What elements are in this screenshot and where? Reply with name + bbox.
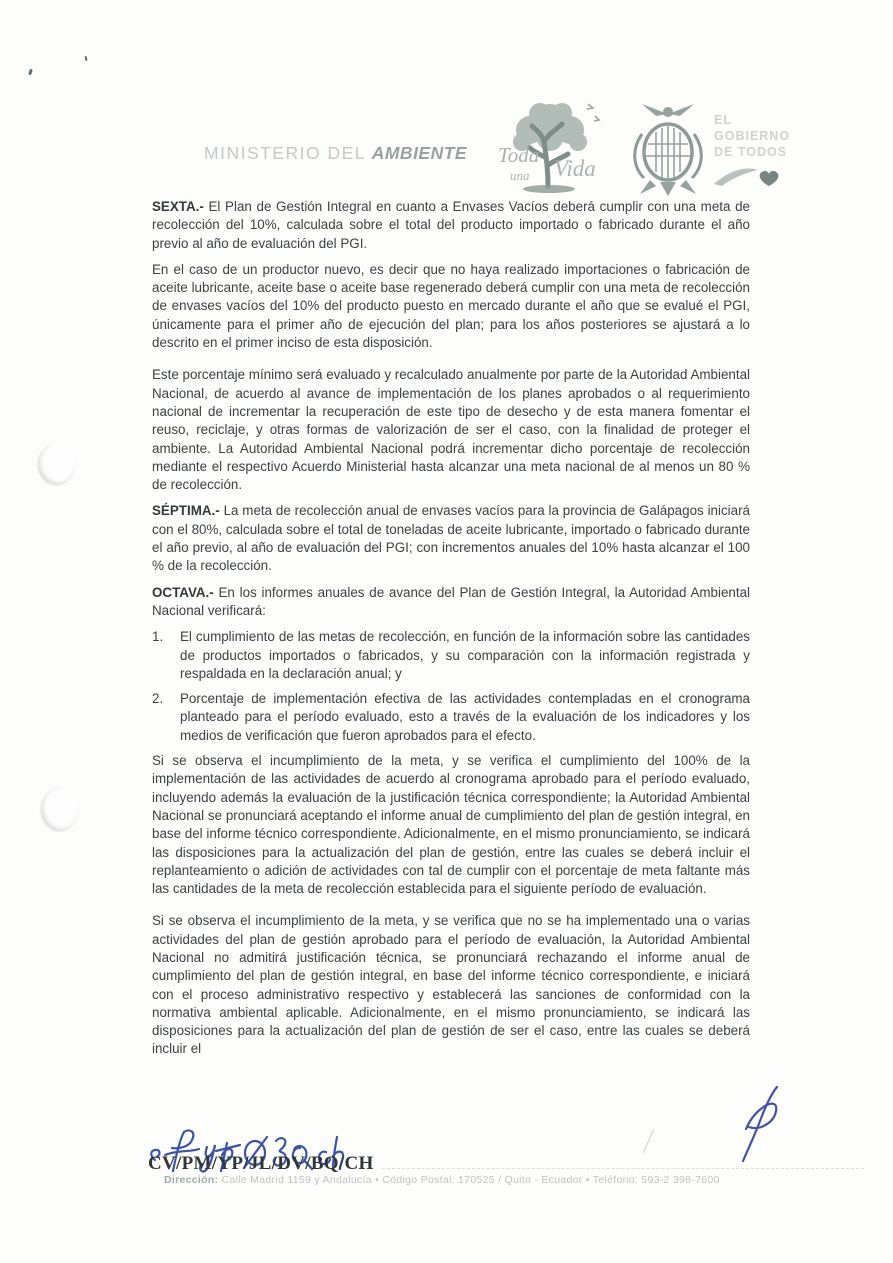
footer-address [164, 1174, 720, 1186]
ink-speck [85, 56, 88, 61]
list-item [152, 628, 750, 683]
list-item-number: 1. [152, 629, 164, 645]
ink-speck [28, 69, 33, 76]
hole-punch [38, 443, 76, 485]
paragraph-text: En los informes anuales de avance del Plan de Gestión Integral, la Autoridad Ambiental Nacional verificará: [152, 584, 750, 618]
coat-of-arms-icon [622, 100, 714, 200]
government-slogan-line: EL [714, 113, 732, 127]
footer-address-label: Dirección: [164, 1174, 219, 1186]
paragraph-incumplimiento-2 [152, 912, 750, 1058]
toda-una-vida-tree-logo [492, 96, 610, 203]
paragraph-text: La meta de recolección anual de envases vacíos para la provincia de Galápagos iniciará con el 80%, calculada sobre el total de toneladas de aceite lubricante, importado o fabricado durante el año previo, al año de evaluación del PGI; con incrementos anuales del 10% hasta alcanzar el 100 % de la recolección. [152, 503, 750, 574]
numbered-list [152, 628, 750, 745]
clause-label-septima: SÉPTIMA.- [152, 503, 220, 519]
government-slogan-line: GOBIERNO [714, 129, 791, 143]
tree-logo-word-una: una [510, 168, 530, 183]
paragraph-porcentaje-minimo [152, 366, 750, 494]
signature-mark [737, 1083, 789, 1170]
hole-punch [41, 787, 79, 831]
clause-label-octava: OCTAVA.- [152, 584, 214, 600]
ecuador-coat-of-arms [622, 100, 714, 205]
list-item-text: Porcentaje de implementación efectiva de las actividades contempladas en el cronograma planteado para el período evaluado, esto a través de la evaluación de los indicadores y los medios de verificación que fueron aprobados para el efecto. [180, 691, 750, 743]
government-slogan-line: DE TODOS [714, 145, 788, 159]
government-slogan [714, 112, 790, 160]
paragraph-septima [152, 502, 750, 575]
paragraph-productor-nuevo [152, 261, 750, 352]
paragraph-incumplimiento-1 [152, 752, 750, 898]
document-body [152, 198, 750, 1067]
heart-swoosh-icon [712, 158, 782, 199]
paragraph-text: El Plan de Gestión Integral en cuanto a Envases Vacíos deberá cumplir con una meta de recolección del 10%, calculada sobre el total del producto importado o fabricado durante el año previo al año de evaluación del PGI. [152, 199, 750, 251]
tree-icon [492, 96, 610, 198]
pen-flick-mark [643, 1129, 654, 1153]
list-item [152, 690, 750, 745]
clause-label-sexta: SEXTA.- [152, 199, 204, 214]
ministry-wordmark [204, 143, 467, 164]
tree-logo-word-toda: Toda [498, 143, 540, 167]
paragraph-sexta [152, 198, 750, 253]
paragraph-text: Si se observa el incumplimiento de la meta, y se verifica que no se ha implementado una o varias actividades del plan de gestión aprobado para el período de evaluación, la Autoridad Ambiental Nacional no admitirá justificación técnica, se pronunciará rechazando el informe anual de cumplimiento del plan de gestión integral, en base del informe técnico correspondiente, e iniciará con el proceso administrativo respectivo y establecerá las sanciones de conformidad con la normativa ambiental aplicable. Adicionalmente, en el mismo pronunciamiento, se indicará las disposiciones para la actualización del plan de gestión de ser el caso, entre las cuales se deberá incluir el [152, 913, 750, 1057]
footer-divider [382, 1168, 864, 1169]
ministry-wordmark-prefix: MINISTERIO DEL [204, 143, 366, 163]
paragraph-octava [152, 584, 750, 621]
footer-address-text: Calle Madrid 1159 y Andalucía • Código Postal: 170525 / Quito - Ecuador • Teléfono: 593-2 398-7600 [221, 1174, 720, 1186]
tree-logo-word-vida: Vida [554, 156, 596, 181]
paragraph-text: Si se observa el incumplimiento de la meta, y se verifica el cumplimiento del 100% de la implementación de las actividades de acuerdo al cronograma aprobado para el período evaluado, incluyendo además la evaluación de la justificación técnica correspondiente; la Autoridad Ambiental Nacional se pronunciará aceptando el informe anual de cumplimiento del plan de gestión integral, en base del informe técnico correspondiente. Adicionalmente, en el mismo pronunciamiento, se indicará las disposiciones para la actualización del plan de gestión, entre las cuales se deberá incluir el replanteamiento o adición de actividades con tal de cumplir con el porcentaje de meta faltante más las cantidades de la meta de recolección establecida para el siguiente período de evaluación. [152, 753, 750, 897]
paragraph-text: Este porcentaje mínimo será evaluado y recalculado anualmente por parte de la Autoridad Ambiental Nacional, de acuerdo al avance de implementación de los planes aprobados o al requerimiento nacional de incrementar la recuperación de este tipo de desecho y de esta manera fomentar el reuso, reciclaje, y otras formas de valorización de ser el caso, con la finalidad de proteger el ambiente. La Autoridad Ambiental Nacional podrá incrementar dicho porcentaje de recolección mediante el respectivo Acuerdo Ministerial hasta alcanzar una meta nacional de al menos un 80 % de recolección. [152, 367, 750, 493]
paragraph-text: En el caso de un productor nuevo, es decir que no haya realizado importaciones o fabricación de aceite lubricante, aceite base o aceite base regenerado deberá cumplir con una meta de recolección de envases vacíos del 10% del producto puesto en mercado durante el año que se evalué el PGI, únicamente para el primer año de ejecución del plan; para los años posteriores se ajustará a lo descrito en el primer inciso de esta disposición. [152, 261, 750, 351]
reviewer-initials: CV/PM/YP/JL/DV/BQ/CH [148, 1153, 374, 1174]
list-item-text: El cumplimiento de las metas de recolección, en función de la información sobre las cantidades de productos importados o fabricados, y su comparación con la información registrada y respaldada en la declaración anual; y [180, 629, 750, 681]
list-item-number: 2. [152, 691, 164, 707]
ministry-wordmark-name: AMBIENTE [371, 143, 468, 163]
